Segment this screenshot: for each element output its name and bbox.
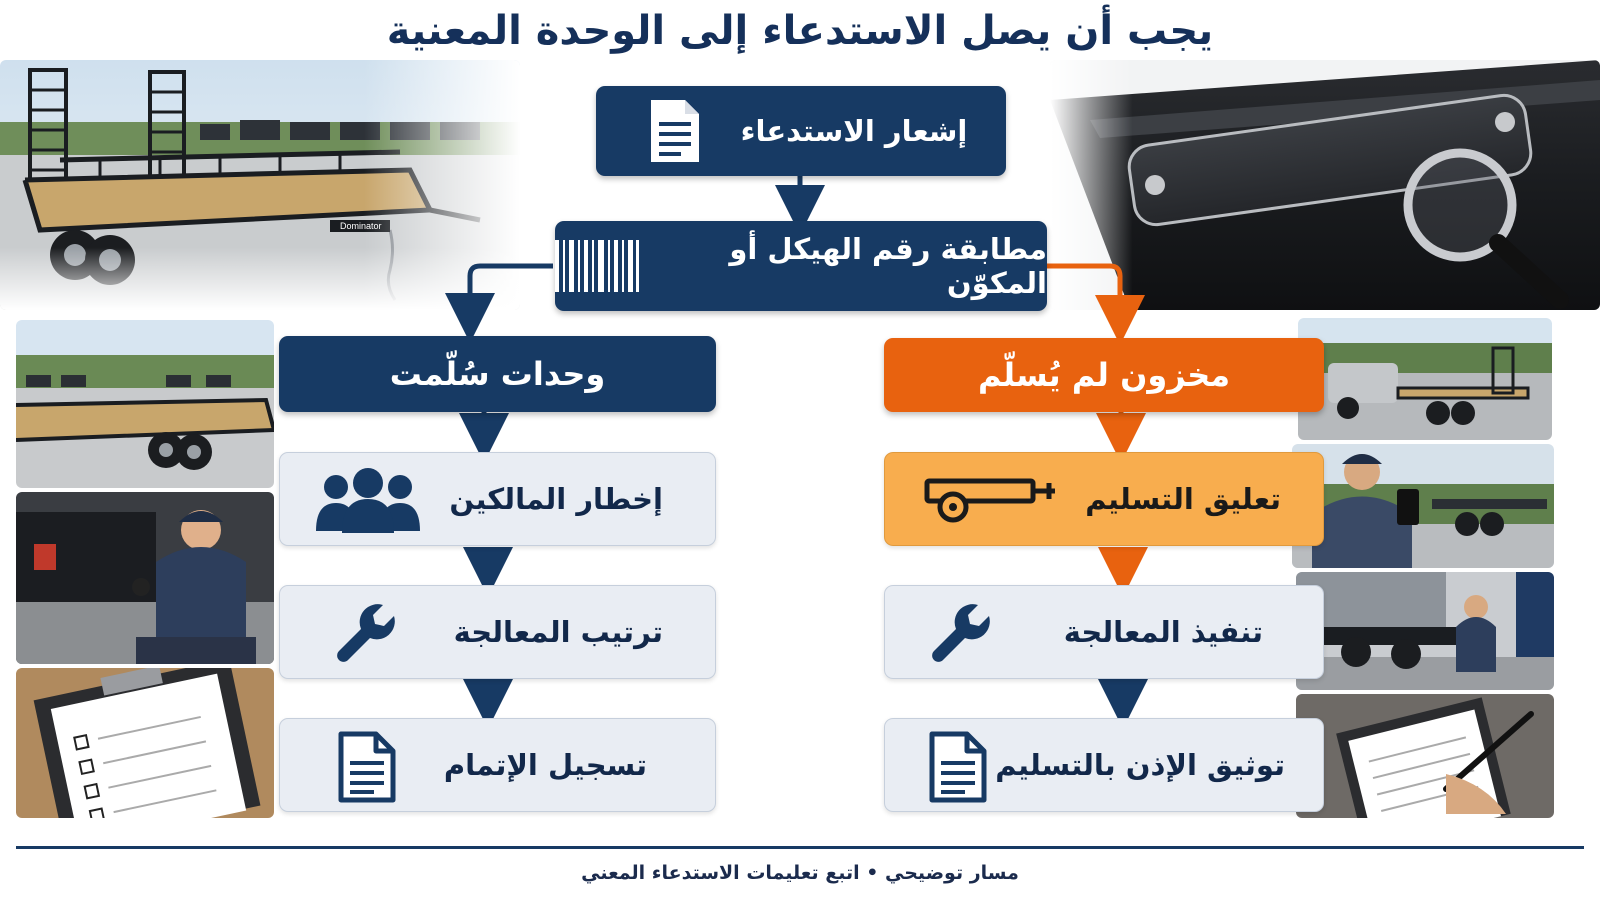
undelivered-inventory-label: مخزون لم يُسلّم [977, 356, 1231, 394]
hold-delivery-step [884, 452, 1324, 546]
people-icon [314, 467, 422, 537]
notify-owners-label: إخطار المالكين [449, 482, 663, 516]
wrench-icon [929, 600, 995, 670]
perform-remedy-step [884, 585, 1324, 679]
trailer-lot-photo [16, 320, 274, 488]
clipboard-signing-photo [1296, 694, 1554, 818]
undelivered-inventory-header [884, 338, 1324, 412]
document-icon [635, 99, 715, 163]
document-release-label: توثيق الإذن بالتسليم [995, 748, 1285, 782]
delivered-units-label: وحدات سُلّمت [389, 355, 606, 393]
recall-notice-box [596, 86, 1006, 176]
hold-delivery-label: تعليق التسليم [1085, 482, 1281, 516]
notify-owners-step [279, 452, 716, 546]
garage-technician-photo [1296, 572, 1554, 690]
worker-phone-photo [1292, 444, 1554, 568]
trailer-icon [923, 475, 1059, 529]
arrange-remedy-label: ترتيب المعالجة [453, 615, 663, 649]
barcode-icon [555, 234, 639, 298]
delivered-units-header [279, 336, 716, 412]
wrench-icon [334, 600, 400, 670]
match-vin-label: مطابقة رقم الهيكل أو المكوّن [729, 232, 1047, 300]
match-vin-box [555, 221, 1047, 311]
page-title: يجب أن يصل الاستدعاء إلى الوحدة المعنية [386, 8, 1214, 54]
vin-plate-magnifier-photo [1050, 60, 1600, 310]
document-icon [338, 731, 396, 807]
footer-divider [16, 846, 1584, 849]
trailer-photo [0, 60, 520, 310]
footer-note: مسار توضيحي • اتبع تعليمات الاستدعاء المعني [581, 862, 1019, 884]
truck-trailer-photo [1298, 318, 1552, 440]
perform-remedy-label: تنفيذ المعالجة [1063, 615, 1263, 649]
document-release-step [884, 718, 1324, 812]
record-completion-step [279, 718, 716, 812]
recall-notice-label: إشعار الاستدعاء [740, 114, 968, 148]
technician-photo [16, 492, 274, 664]
record-completion-label: تسجيل الإتمام [443, 748, 647, 782]
arrange-remedy-step [279, 585, 716, 679]
document-icon [929, 731, 987, 807]
checklist-clipboard-photo [16, 668, 274, 818]
